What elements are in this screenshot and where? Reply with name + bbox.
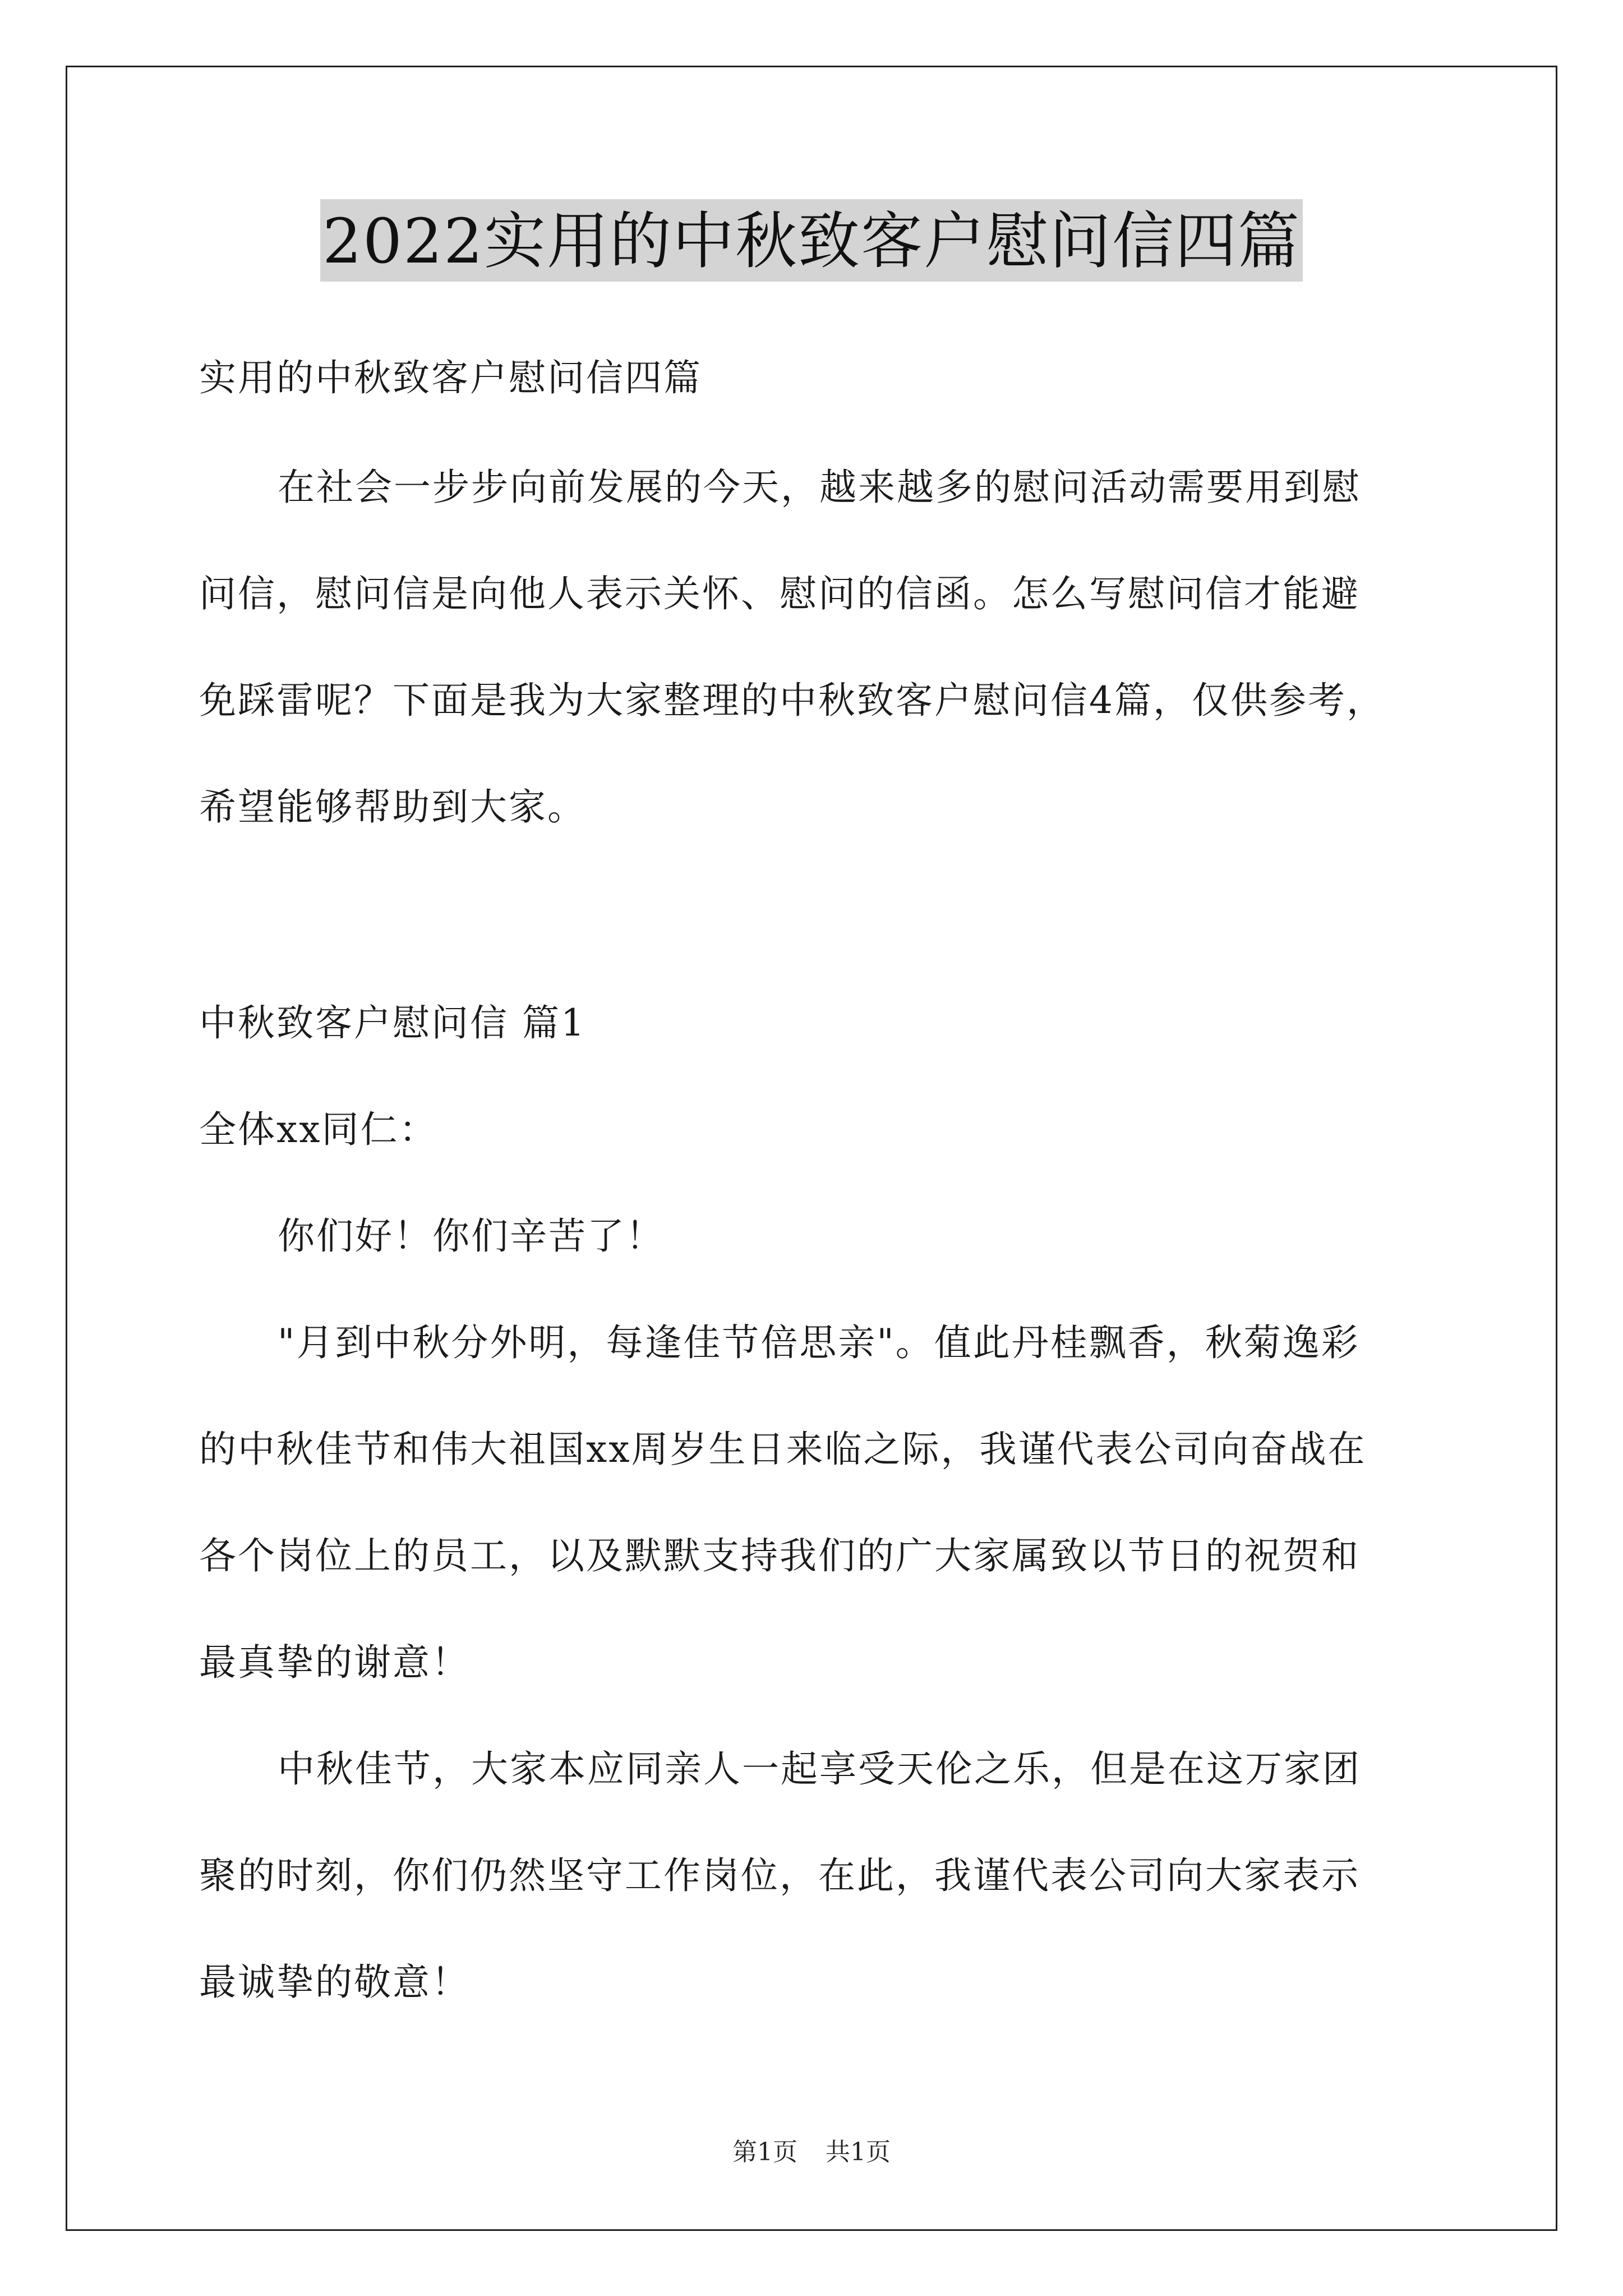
intro-line-4: 希望能够帮助到大家。 (199, 785, 586, 829)
page-number: 第1页 (732, 2138, 797, 2166)
paragraph-2-line-2: 聚的时刻，你们仍然坚守工作岗位，在此，我谨代表公司向大家表示 (199, 1854, 1360, 1897)
salutation: 全体xx同仁： (199, 1108, 438, 1151)
document-subtitle: 实用的中秋致客户慰问信四篇 (199, 356, 702, 399)
section-heading: 中秋致客户慰问信 篇1 (199, 1001, 586, 1045)
page-total: 共1页 (826, 2138, 891, 2166)
intro-line-1: 在社会一步步向前发展的今天，越来越多的慰问活动需要用到慰 (278, 466, 1361, 509)
paragraph-1-line-3: 各个岗位上的员工，以及默默支持我们的广大家属致以节日的祝贺和 (199, 1534, 1360, 1577)
page-footer (0, 2132, 1623, 2168)
greeting: 你们好！你们辛苦了！ (278, 1214, 665, 1258)
title-container (0, 199, 1623, 282)
paragraph-2-line-3: 最诚挚的敬意！ (199, 1961, 470, 2004)
paragraph-2-line-1: 中秋佳节，大家本应同亲人一起享受天伦之乐，但是在这万家团 (278, 1747, 1361, 1791)
paragraph-1-line-2: 的中秋佳节和伟大祖国xx周岁生日来临之际，我谨代表公司向奋战在 (199, 1428, 1367, 1471)
paragraph-1-line-4: 最真挚的谢意！ (199, 1641, 470, 1684)
document-title: 2022实用的中秋致客户慰问信四篇 (320, 199, 1303, 282)
intro-line-2: 问信，慰问信是向他人表示关怀、慰问的信函。怎么写慰问信才能避 (199, 572, 1360, 615)
intro-line-3: 免踩雷呢？下面是我为大家整理的中秋致客户慰问信4篇，仅供参考， (199, 679, 1385, 722)
paragraph-1-line-1: "月到中秋分外明，每逢佳节倍思亲"。值此丹桂飘香，秋菊逸彩 (278, 1321, 1360, 1364)
